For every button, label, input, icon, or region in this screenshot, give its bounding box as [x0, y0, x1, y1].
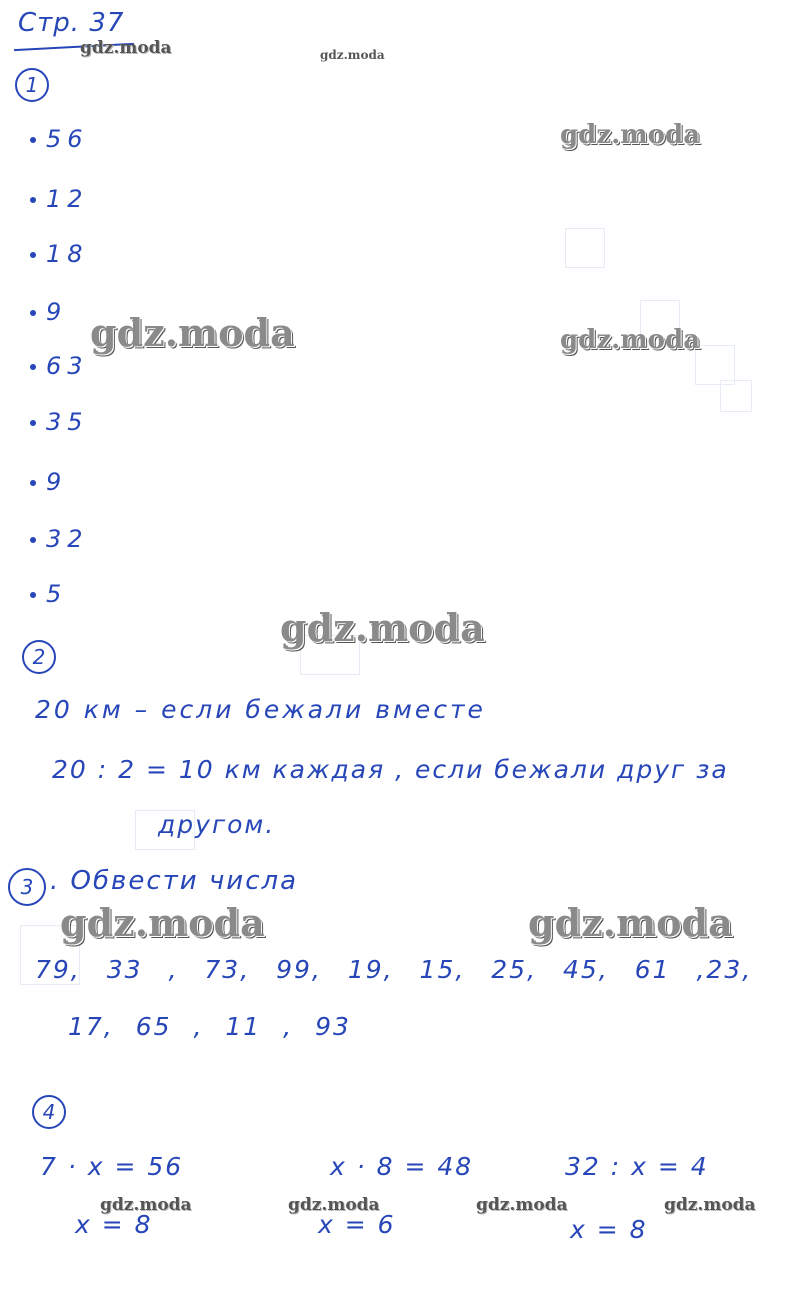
number-item: 11 [225, 1012, 262, 1041]
grid-cell [695, 345, 735, 385]
answer-row [30, 185, 89, 213]
equation: x · 8 = 48 [330, 1152, 474, 1181]
answer-value: 35 [46, 408, 89, 436]
task2-line-2: 20 : 2 = 10 км каждая , если бежали друг за [52, 755, 729, 784]
equation: 7 · x = 56 [40, 1152, 184, 1181]
answer-value: 5 [46, 580, 68, 608]
answer-row [30, 525, 89, 553]
watermark: gdz.moda [560, 120, 701, 150]
watermark: gdz.moda [100, 1195, 192, 1215]
task-number-4: 4 [32, 1095, 66, 1129]
task2-line-3: другом. [158, 810, 276, 839]
page-title: Стр. 37 [18, 8, 125, 38]
answer-value: 9 [46, 468, 68, 496]
bullet-icon [30, 364, 36, 370]
bullet-icon [30, 592, 36, 598]
number-item: 45, [562, 955, 609, 984]
bullet-icon [30, 252, 36, 258]
grid-cell [720, 380, 752, 412]
task2-line-1: 20 км – если бежали вместе [35, 695, 486, 724]
number-item: , [168, 955, 179, 984]
bullet-icon [30, 480, 36, 486]
grid-cell [565, 228, 605, 268]
answer-row [30, 580, 67, 608]
number-item: 25, [491, 955, 538, 984]
answer-value: 12 [46, 185, 89, 213]
watermark: gdz.moda [664, 1195, 756, 1215]
watermark: gdz.moda [90, 310, 295, 355]
answer-row [30, 468, 67, 496]
answer-row [30, 352, 89, 380]
number-item: 79, [35, 955, 81, 984]
task-number-3: 3 [8, 868, 46, 906]
solution: x = 8 [570, 1215, 648, 1244]
number-item: 73, [204, 955, 251, 984]
number-item: 17, [68, 1012, 114, 1041]
answer-value: 18 [46, 240, 89, 268]
watermark: gdz.moda [476, 1195, 568, 1215]
number-item: 15, [419, 955, 466, 984]
number-item: 33 [106, 955, 143, 984]
task-number-1: 1 [15, 68, 49, 102]
number-item: 99, [276, 955, 322, 984]
bullet-icon [30, 137, 36, 143]
number-item: ,23, [696, 955, 753, 984]
solution: x = 6 [318, 1210, 396, 1239]
solution: x = 8 [75, 1210, 153, 1239]
watermark: gdz.moda [60, 900, 265, 945]
number-item: 93 [315, 1012, 351, 1041]
answer-row [30, 408, 89, 436]
answer-row [30, 125, 89, 153]
watermark: gdz.moda [280, 605, 485, 650]
answer-value: 32 [46, 525, 89, 553]
answer-row [30, 240, 89, 268]
number-item: , [193, 1012, 204, 1041]
answer-value: 9 [46, 298, 68, 326]
number-item: 65 [135, 1012, 172, 1041]
answer-value: 63 [46, 352, 89, 380]
numbers-line-2 [68, 1012, 351, 1041]
answer-value: 56 [46, 125, 89, 153]
watermark: gdz.moda [560, 325, 701, 355]
answer-row [30, 298, 67, 326]
watermark: gdz.moda [80, 38, 172, 58]
watermark: gdz.moda [320, 48, 385, 62]
task3-heading: . Обвести числа [50, 866, 299, 896]
number-item: 61 [634, 955, 671, 984]
equation: 32 : x = 4 [565, 1152, 709, 1181]
bullet-icon [30, 537, 36, 543]
bullet-icon [30, 310, 36, 316]
number-item: 19, [347, 955, 394, 984]
watermark: gdz.moda [288, 1195, 380, 1215]
numbers-line-1 [35, 955, 752, 984]
task-number-2: 2 [22, 640, 56, 674]
watermark: gdz.moda [528, 900, 733, 945]
bullet-icon [30, 420, 36, 426]
number-item: , [283, 1012, 294, 1041]
bullet-icon [30, 197, 36, 203]
